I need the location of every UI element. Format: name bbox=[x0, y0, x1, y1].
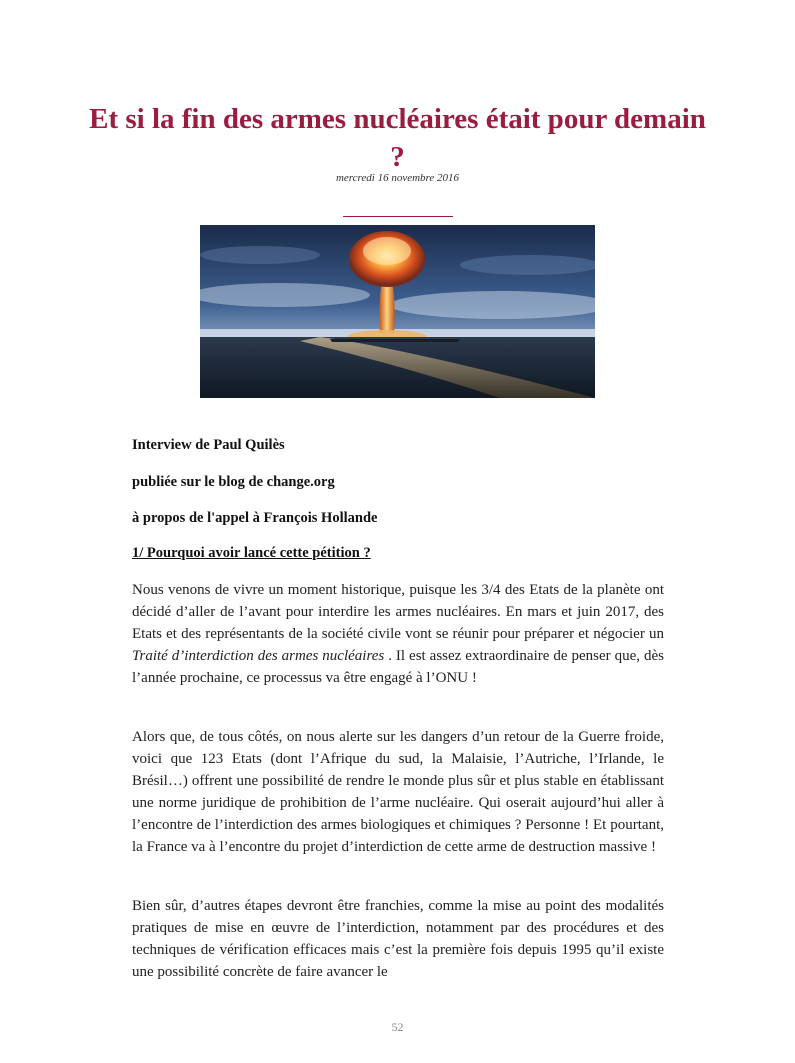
hero-image bbox=[200, 225, 595, 398]
paragraph-1 bbox=[132, 579, 664, 689]
question-heading: 1/ Pourquoi avoir lancé cette pétition ? bbox=[132, 545, 371, 561]
interview-line: Interview de Paul Quilès bbox=[132, 437, 285, 453]
article-date: mercredi 16 novembre 2016 bbox=[335, 172, 460, 184]
title-divider bbox=[343, 216, 453, 217]
paragraph-2: Alors que, de tous côtés, on nous alerte sur les dangers d’un retour de la Guerre froide, voici que 123 Etats (dont l’Afrique du sud, la Malaisie, l’Autriche, l’Irlande, le Brésil…) offrent une possibilité de rendre le monde plus sûr et plus stable en établissant une norme juridique de prohibition de l’arme nucléaire. Qui oserait aujourd’hui aller à l’encontre de l’interdiction des armes biologiques et chimiques ? Personne ! Et pourtant, la France va à l’encontre du projet d’interdiction de cette arme de destruction massive ! bbox=[132, 729, 664, 855]
mushroom-cloud-photo bbox=[200, 225, 595, 398]
paragraph-1-start: Nous venons de vivre un moment historique, puisque les 3/4 des Etats de la planète ont décidé d’aller de l’avant pour interdire les armes nucléaires. En mars et juin 2017, des Etats et des représentants de la société civile vont se réunir pour préparer et négocier un bbox=[132, 582, 664, 642]
paragraph-1-end: . Il est assez extraordinaire de penser que, dès l’année prochaine, ce processus va être engagé à l’ONU ! bbox=[132, 648, 664, 686]
paragraph-3: Bien sûr, d’autres étapes devront être franchies, comme la mise au point des modalités pratiques de mise en œuvre de l’interdiction, notamment par des procédures et des techniques de vérification efficaces mais c’est la première fois depuis 1995 qu’il existe une possibilité concrète de faire avancer le bbox=[132, 898, 664, 980]
published-line: publiée sur le blog de change.org bbox=[132, 474, 335, 490]
article-title: Et si la fin des armes nucléaires était pour demain ? bbox=[89, 103, 706, 173]
page-number: 52 bbox=[391, 1020, 404, 1034]
treaty-name: Traité d’interdiction des armes nucléaires bbox=[132, 648, 385, 664]
about-line: à propos de l'appel à François Hollande bbox=[132, 510, 378, 526]
